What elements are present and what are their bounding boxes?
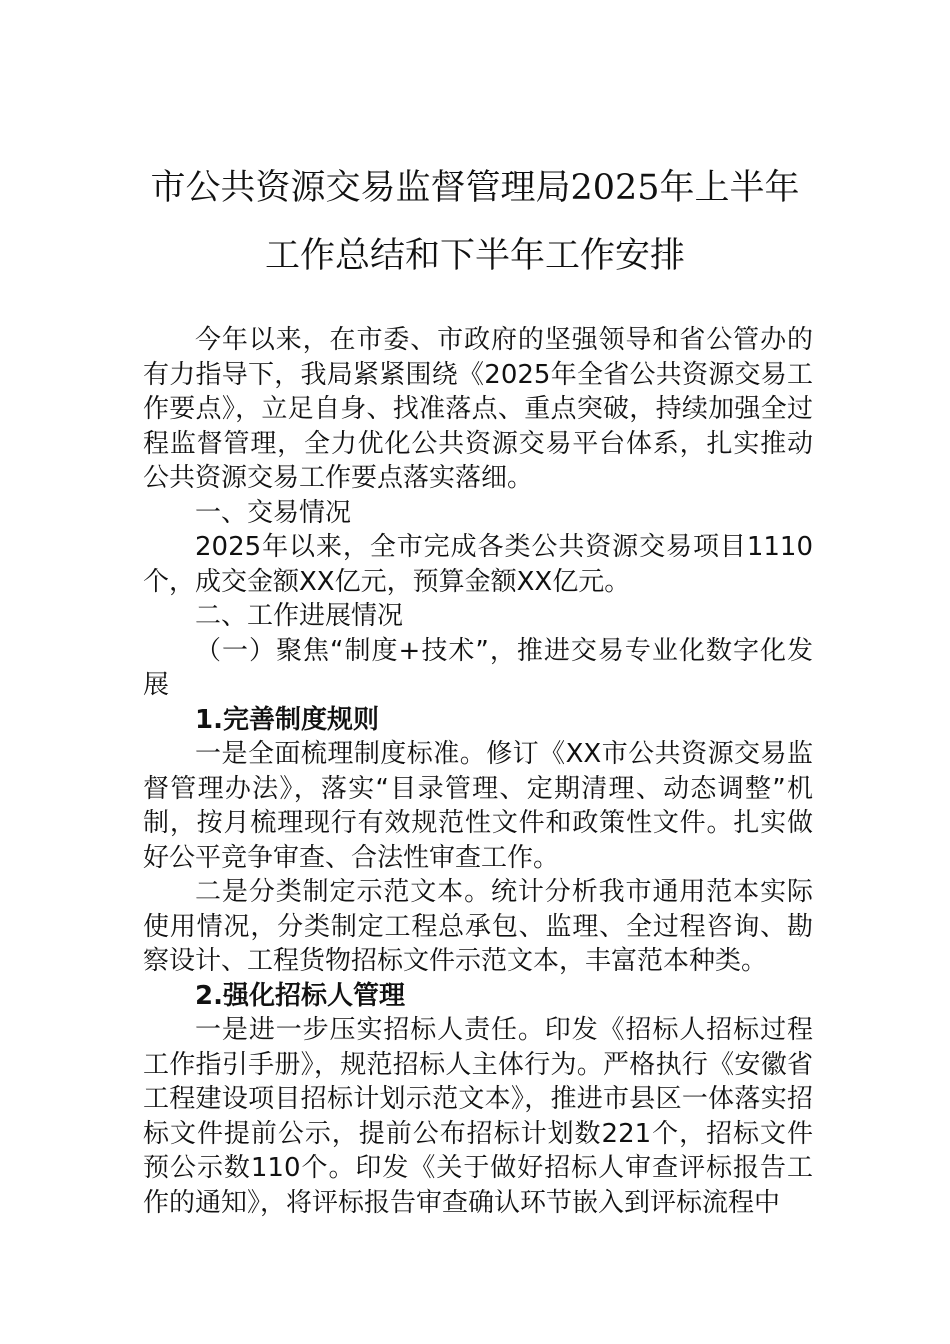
- item-heading-2: 2.强化招标人管理: [195, 980, 405, 1011]
- item-1-paragraph-1: 一是全面梳理制度标准。修订《XX市公共资源交易监督管理办法》，落实“目录管理、定期清理、动态调整”机制，按月梳理现行有效规范性文件和政策性文件。扎实做好公平竞争审查、合法性审查工作。: [143, 739, 813, 873]
- item-2-paragraph-1: 一是进一步压实招标人责任。印发《招标人招标过程工作指引手册》，规范招标人主体行为。严格执行《安徽省工程建设项目招标计划示范文本》，推进市县区一体落实招标文件提前公示，提前公布招标计划数221个，招标文件预公示数110个。印发《关于做好招标人审查评标报告工作的通知》，将评标报告审查确认环节嵌入到评标流程中: [143, 1015, 813, 1218]
- item-heading-1: 1.完善制度规则: [195, 704, 379, 735]
- document-body: [143, 323, 813, 1220]
- intro-paragraph: 今年以来，在市委、市政府的坚强领导和省公管办的有力指导下，我局紧紧围绕《2025年全省公共资源交易工作要点》，立足自身、找准落点、重点突破，持续加强全过程监督管理，全力优化公共资源交易平台体系，扎实推动公共资源交易工作要点落实落细。: [143, 325, 813, 493]
- document-title-line-2: 工作总结和下半年工作安排: [264, 236, 685, 276]
- transactions-paragraph: 2025年以来，全市完成各类公共资源交易项目1110个，成交金额XX亿元，预算金额XX亿元。: [143, 532, 813, 597]
- section-heading-progress: 二、工作进展情况: [195, 601, 404, 631]
- subsection-heading-1: （一）聚焦“制度+技术”，推进交易专业化数字化发展: [143, 635, 813, 700]
- item-1-paragraph-2: 二是分类制定示范文本。统计分析我市通用范本实际使用情况，分类制定工程总承包、监理、全过程咨询、勘察设计、工程货物招标文件示范文本，丰富范本种类。: [143, 877, 813, 976]
- section-heading-transactions: 一、交易情况: [195, 497, 352, 528]
- document-title-line-1: 市公共资源交易监督管理局2025年上半年: [150, 168, 800, 208]
